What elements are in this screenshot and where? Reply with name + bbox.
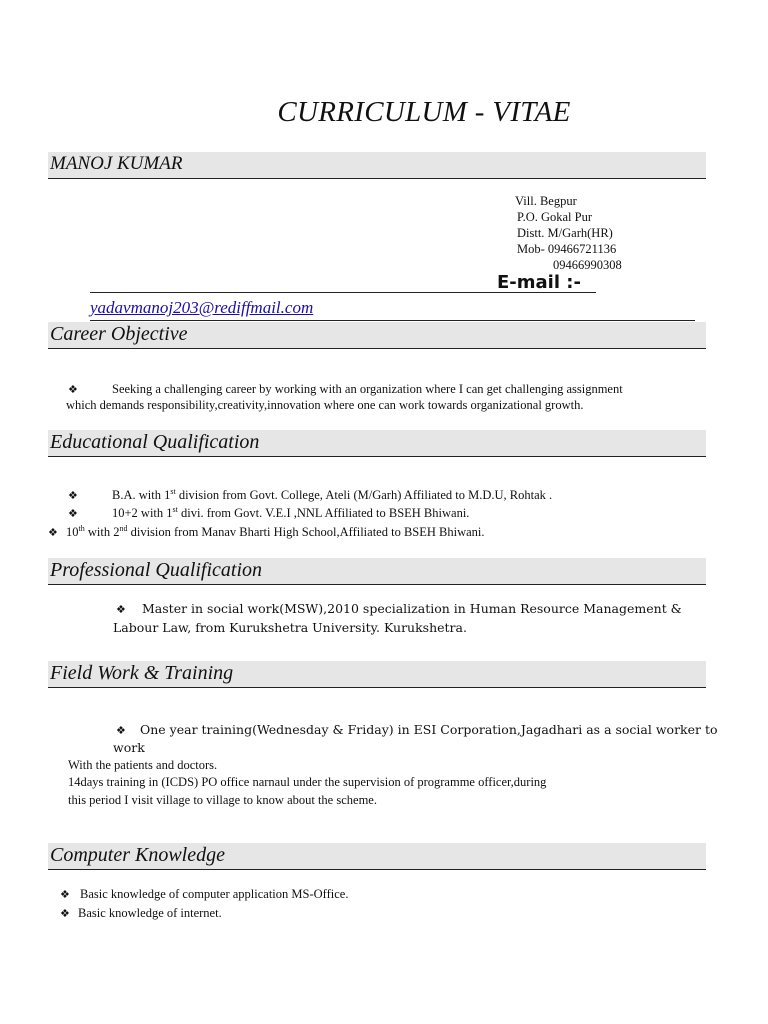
name-bar	[48, 152, 706, 179]
education-text: 10	[66, 525, 79, 539]
address-block	[515, 193, 622, 273]
fieldwork-text-5: this period I visit village to village to know about the scheme.	[68, 793, 377, 807]
divider-line	[90, 292, 596, 293]
section-bar-education	[48, 430, 706, 457]
email-link[interactable]: yadavmanoj203@rediffmail.com	[90, 298, 314, 317]
education-text: B.A. with 1	[112, 488, 171, 502]
fieldwork-text-4: 14days training in (ICDS) PO office narnaul under the supervision of programme officer,during	[68, 775, 547, 789]
computer-text-1: Basic knowledge of computer application MS-Office.	[80, 887, 349, 901]
diamond-bullet-icon: ❖	[116, 603, 126, 616]
diamond-bullet-icon: ❖	[68, 508, 78, 520]
section-bar-career	[48, 322, 706, 349]
fieldwork-text-3: With the patients and doctors.	[68, 758, 218, 772]
section-heading-computer: Computer Knowledge	[50, 844, 225, 866]
superscript: nd	[119, 523, 128, 533]
address-mobile-2: 09466990308	[553, 258, 622, 272]
diamond-bullet-icon: ❖	[60, 908, 70, 920]
section-heading-fieldwork: Field Work & Training	[50, 662, 234, 684]
address-village: Vill. Begpur	[515, 194, 577, 208]
education-text: 10+2 with 1	[112, 506, 173, 520]
section-heading-professional: Professional Qualification	[50, 559, 263, 581]
fieldwork-text-2: work	[113, 740, 145, 755]
address-district: Distt. M/Garh(HR)	[517, 226, 613, 240]
diamond-bullet-icon: ❖	[48, 527, 58, 539]
divider-line	[90, 320, 695, 321]
section-heading-career: Career Objective	[50, 323, 188, 345]
education-text: division from Govt. College, Ateli (M/Garh) Affiliated to M.D.U, Rohtak .	[175, 488, 553, 502]
education-item-3	[48, 524, 485, 541]
section-bar-professional	[48, 558, 706, 585]
computer-text-2: Basic knowledge of internet.	[78, 906, 222, 920]
superscript: st	[172, 504, 178, 514]
education-text: divi. from Govt. V.E.I ,NNL Affiliated to BSEH Bhiwani.	[177, 506, 470, 520]
education-text: with 2	[84, 525, 120, 539]
education-item-1	[68, 487, 552, 504]
career-text-1: Seeking a challenging career by working with an organization where I can get challenging assignment	[112, 382, 623, 396]
candidate-name: MANOJ KUMAR	[50, 153, 183, 174]
section-heading-education: Educational Qualification	[50, 431, 260, 453]
professional-line-1	[116, 600, 682, 619]
diamond-bullet-icon: ❖	[116, 724, 126, 737]
section-bar-computer	[48, 843, 706, 870]
professional-text-1: Master in social work(MSW),2010 specialization in Human Resource Management &	[142, 601, 682, 616]
resume-title: CURRICULUM - VITAE	[277, 96, 571, 128]
education-text: division from Manav Bharti High School,Affiliated to BSEH Bhiwani.	[127, 525, 485, 539]
computer-item-2	[60, 905, 222, 922]
professional-text-2: Labour Law, from Kurukshetra University. Kurukshetra.	[113, 620, 467, 635]
superscript: th	[78, 523, 85, 533]
career-text-2: which demands responsibility,creativity,innovation where one can work towards organizational growth.	[66, 398, 584, 412]
superscript: st	[170, 486, 176, 496]
fieldwork-text-1: One year training(Wednesday & Friday) in ESI Corporation,Jagadhari as a social worker to	[140, 722, 718, 737]
address-mobile-1: Mob- 09466721136	[517, 242, 617, 256]
diamond-bullet-icon: ❖	[68, 384, 78, 396]
diamond-bullet-icon: ❖	[60, 889, 70, 901]
education-item-2	[68, 505, 469, 522]
email-label: E-mail :-	[497, 272, 581, 293]
computer-item-1	[60, 886, 348, 903]
section-bar-fieldwork	[48, 661, 706, 688]
diamond-bullet-icon: ❖	[68, 490, 78, 502]
address-post-office: P.O. Gokal Pur	[517, 210, 593, 224]
career-line-1	[68, 381, 623, 398]
fieldwork-line-1	[116, 721, 718, 740]
